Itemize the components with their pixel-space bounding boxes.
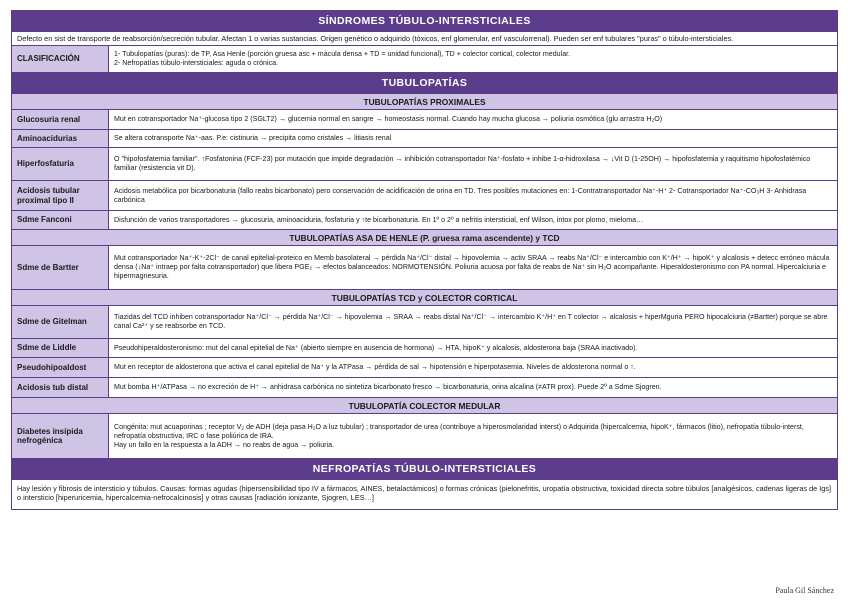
row-text: Tiazidas del TCD inhiben cotransportador Na⁺/Cl⁻ → pérdida Na⁺/Cl⁻ → hipovolemia → SRAA → reabs distal Na⁺/Cl⁻ → intercambio K⁺/H⁺ en T colector → alcalosis + hiperMguria PERO hipocalciuria (≠Bartter) porque se abre canal Ca²⁺ y se reabsorbe en TCD. bbox=[114, 313, 828, 331]
row-text: Disfunción de varios transportadores → glucosuria, aminoaciduria, fosfaturia y ↑te bicarbonaturia. En 1º o 2º a nefritis intersticial, enf Wilson, intox por plomo, mieloma… bbox=[114, 215, 644, 224]
author-signature: Paula Gil Sánchez bbox=[775, 586, 834, 595]
row-aminoacidurias bbox=[12, 130, 837, 148]
row-label: Acidosis tubular proximal tipo II bbox=[12, 181, 109, 210]
row-hiperfosfaturia bbox=[12, 148, 837, 181]
row-label: Diabetes insípida nefrogénica bbox=[12, 414, 109, 458]
row-label: Sdme de Bartter bbox=[12, 246, 109, 289]
row-sdme-gitelman bbox=[12, 306, 837, 339]
row-label: Aminoacidurias bbox=[12, 130, 109, 147]
row-label: Sdme Fanconi bbox=[12, 211, 109, 229]
nefropatias-text: Hay lesión y fibrosis de intersticio y túbulos. Causas: formas agudas (hipersensibilidad tipo IV a fármacos, AINES, betalactámicos) o formas crónicas (pielonefritis, uropatía obstructiva, toxicidad directa sobre túbulos [analgésicos, cadenas ligeras de Igs] o intersticio [hiperuricemia, hipercalcemia-nefrocalcinosis] y otras causas [radiación ionizante, Sjogren, LES…] bbox=[17, 484, 832, 503]
row-text: 1- Tubulopatías (puras): de TP, Asa Henle (porción gruesa asc + mácula densa + TD = unidad funcional), TD + colector cortical, colector medular. 2- Nefropatías túbulo-intersticiales: aguda o crónica. bbox=[114, 50, 571, 68]
syndromes-table bbox=[11, 10, 838, 510]
row-sdme-bartter bbox=[12, 246, 837, 290]
subsection-header: TUBULOPATÍAS PROXIMALES bbox=[12, 94, 837, 110]
row-label: CLASIFICACIÓN bbox=[12, 46, 109, 72]
row-text: Mut en cotransportador Na⁺-glucosa tipo 2 (SGLT2) → glucemia normal en sangre → homeostasis normal. Cuando hay mucha glucosa → poliuria osmótica (glu arrastra H₂O) bbox=[114, 115, 663, 124]
intro-text: Defecto en sist de transporte de reabsorción/secreción tubular. Afectan 1 o varias sustancias. Origen genético o adquirido (tóxicos, enf glomerular, enf vasculorrenal). Pueden ser enf tubulares "puras" o túbulo-intersticiales. bbox=[12, 32, 837, 46]
row-acidosis-tub-distal bbox=[12, 378, 837, 398]
section-title-nefropatias: NEFROPATÍAS TÚBULO-INTERSTICIALES bbox=[12, 459, 837, 480]
row-label: Glucosuria renal bbox=[12, 110, 109, 129]
section-title-tubulopatias: TUBULOPATÍAS bbox=[12, 73, 837, 94]
row-sdme-liddle bbox=[12, 339, 837, 358]
row-text: Congénita: mut acuaporinas ; receptor V₂ de ADH (deja pasa H₂O a luz tubular) ; transportador de urea (contribuye a hiperosmolaridad interst) o Adquirida (hipercalcemia, hipoK⁺, fármacos (litio), nefropatía túbulo-interst, nefropatía obstructiva, IRC o fase poliúrica de IRA. Hay un fallo en la respuesta a la ADH → no reabs de agua → poliuria. bbox=[114, 422, 804, 449]
row-label: Hiperfosfaturia bbox=[12, 148, 109, 180]
row-diabetes-insipida-nefrogenica bbox=[12, 414, 837, 459]
row-clasificacion bbox=[12, 46, 837, 73]
row-text: Mut en receptor de aldosterona que activa el canal epitelial de Na⁺ y la ATPasa → pérdida de sal → hipotensión e hiperpotasemia. Niveles de aldosterona normal o ↑. bbox=[114, 363, 636, 372]
row-text: Mut bomba H⁺/ATPasa → no excreción de H⁺ → anhidrasa carbónica no sintetiza bicarbonato fresco → bicarbonaturia, orina alcalina (≠ATR prox). Puede 2º a Sdme Sjogren. bbox=[114, 383, 662, 392]
row-label: Sdme de Liddle bbox=[12, 339, 109, 357]
main-title: SÍNDROMES TÚBULO-INTERSTICIALES bbox=[12, 11, 837, 32]
row-text: Acidosis metabólica por bicarbonaturia (fallo reabs bicarbonato) pero conservación de acidificación de orina en TD. Tres posibles mutaciones en: 1-Contratransportador Na⁺-H⁺ 2- Cotransportador Na⁺-CO₃H 3- Anhidrasa carbónica bbox=[114, 186, 807, 204]
row-label: Sdme de Gitelman bbox=[12, 306, 109, 338]
row-acidosis-tubular-proximal bbox=[12, 181, 837, 211]
row-glucosuria-renal bbox=[12, 110, 837, 130]
row-sdme-fanconi bbox=[12, 211, 837, 230]
row-pseudohipoaldost bbox=[12, 358, 837, 378]
row-text: Pseudohiperaldosteronismo: mut del canal epitelial de Na⁺ (abierto siempre en ausencia de hormona) → HTA, hipoK⁺ y alcalosis, aldosterona baja (SRAA inactivado). bbox=[114, 343, 638, 352]
row-label: Pseudohipoaldost bbox=[12, 358, 109, 377]
row-text: Se altera cotransporte Na⁺-aas. P.e: cistinuria → precipita como cristales → litiasis renal bbox=[114, 134, 392, 143]
row-text: O "hipofosfatemia familiar". ↑Fosfatonina (FCF-23) por mutación que impide degradación → inhibición cotransportador Na⁺-fosfato + inhibe 1-α-hidroxilasa → ↓Vit D (1-25OH) → hipofosfatemia y raquitismo hipofosfatémico familiar (resistencia vit D). bbox=[114, 155, 811, 173]
row-label: Acidosis tub distal bbox=[12, 378, 109, 397]
subsection-header: TUBULOPATÍAS TCD y COLECTOR CORTICAL bbox=[12, 290, 837, 306]
subsection-header: TUBULOPATÍA COLECTOR MEDULAR bbox=[12, 398, 837, 414]
subsection-header: TUBULOPATÍAS ASA DE HENLE (P. gruesa rama ascendente) y TCD bbox=[12, 230, 837, 246]
row-text: Mut cotransportador Na⁺-K⁺-2Cl⁻ de canal epitelial-proteico en Memb basolateral → pérdida Na⁺/Cl⁻ distal → hipovolemia → activ SRAA → reabs Na⁺/Cl⁻ e intercambio con K⁺/H⁺ → hipoK⁺ y alcalosis + detecc erróneo mácula densa (↓Na⁺ intraep por falta cotransportador) que libera PGE₂ → efectos balanceados: NORMOTENSIÓN. Poliuria acuosa por falta de reabs de Na⁺ sin H₂O acompañante. Hiperaldosteronismo con PA normal. Hipercalciuria e hipermagnesuria. bbox=[114, 254, 830, 281]
